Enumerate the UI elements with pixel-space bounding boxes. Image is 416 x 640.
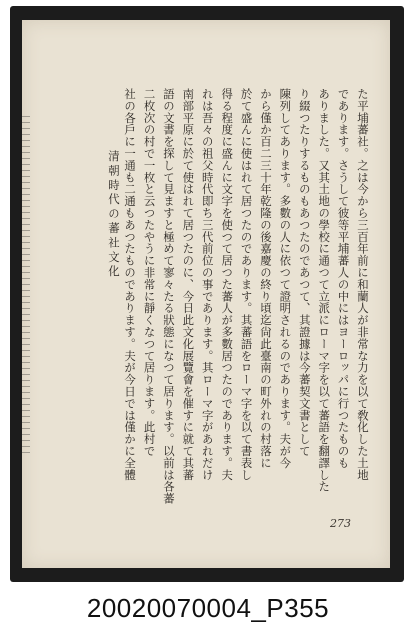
text-line: 社の各戶に一通も二通もあつたものであります。夫が今日では僅かに全體 <box>123 88 138 481</box>
page-number: 273 <box>330 517 351 530</box>
text-line: た平埔蕃社。之は今から三百年前に和蘭人が非常な力を以て敎化した土地 <box>356 88 370 481</box>
text-line: 於て盛んに使はれて居つたのであります。其蕃語をローマ字を以て書表し <box>239 88 254 481</box>
image-caption: 20020070004_P355 <box>86 593 330 623</box>
scale-ruler <box>22 116 30 456</box>
text-line: であります。さうして彼等平埔蕃人の中にはヨーロッパに行つたものも <box>336 88 351 469</box>
body-text <box>123 88 372 505</box>
text-line: 語の文書を探して見ますと極めて寥々たる狀態になつて居ります。以前は各蕃 <box>161 88 176 505</box>
running-header: 清朝時代の蕃社文化 <box>107 150 121 280</box>
text-line: 得る程度に盛んに文字を使つて居つた蕃人が多數居つたのであります。夫 <box>220 88 235 481</box>
text-line: 陳列してあります。多數の人に依つて證明されるのであります。夫が今 <box>278 88 293 469</box>
text-line: り綴つたりするものもあつたのであつて、其證據は今蕃契文書として <box>297 88 312 457</box>
text-line: 南部平原に於て使はれて居つたのに、今日此文化展覽會を催すに就て其蕃 <box>181 88 196 481</box>
text-line: から僅か百二三十年乾隆の後嘉慶の終り頃迄尙此臺南の町外れの村落に <box>258 88 273 469</box>
text-line: 二枚次の村で一枚と云つたやうに非常に靜くなつて居ります。此村で <box>142 88 157 457</box>
book-page <box>22 20 390 568</box>
text-line: れは吾々の祖父時代即ち三代前位の事であります。其ローマ字があれだけ <box>200 88 215 481</box>
text-line: ありました。又其土地の學校に通つて立派にローマ字を以て蕃語を翻譯した <box>317 88 332 493</box>
